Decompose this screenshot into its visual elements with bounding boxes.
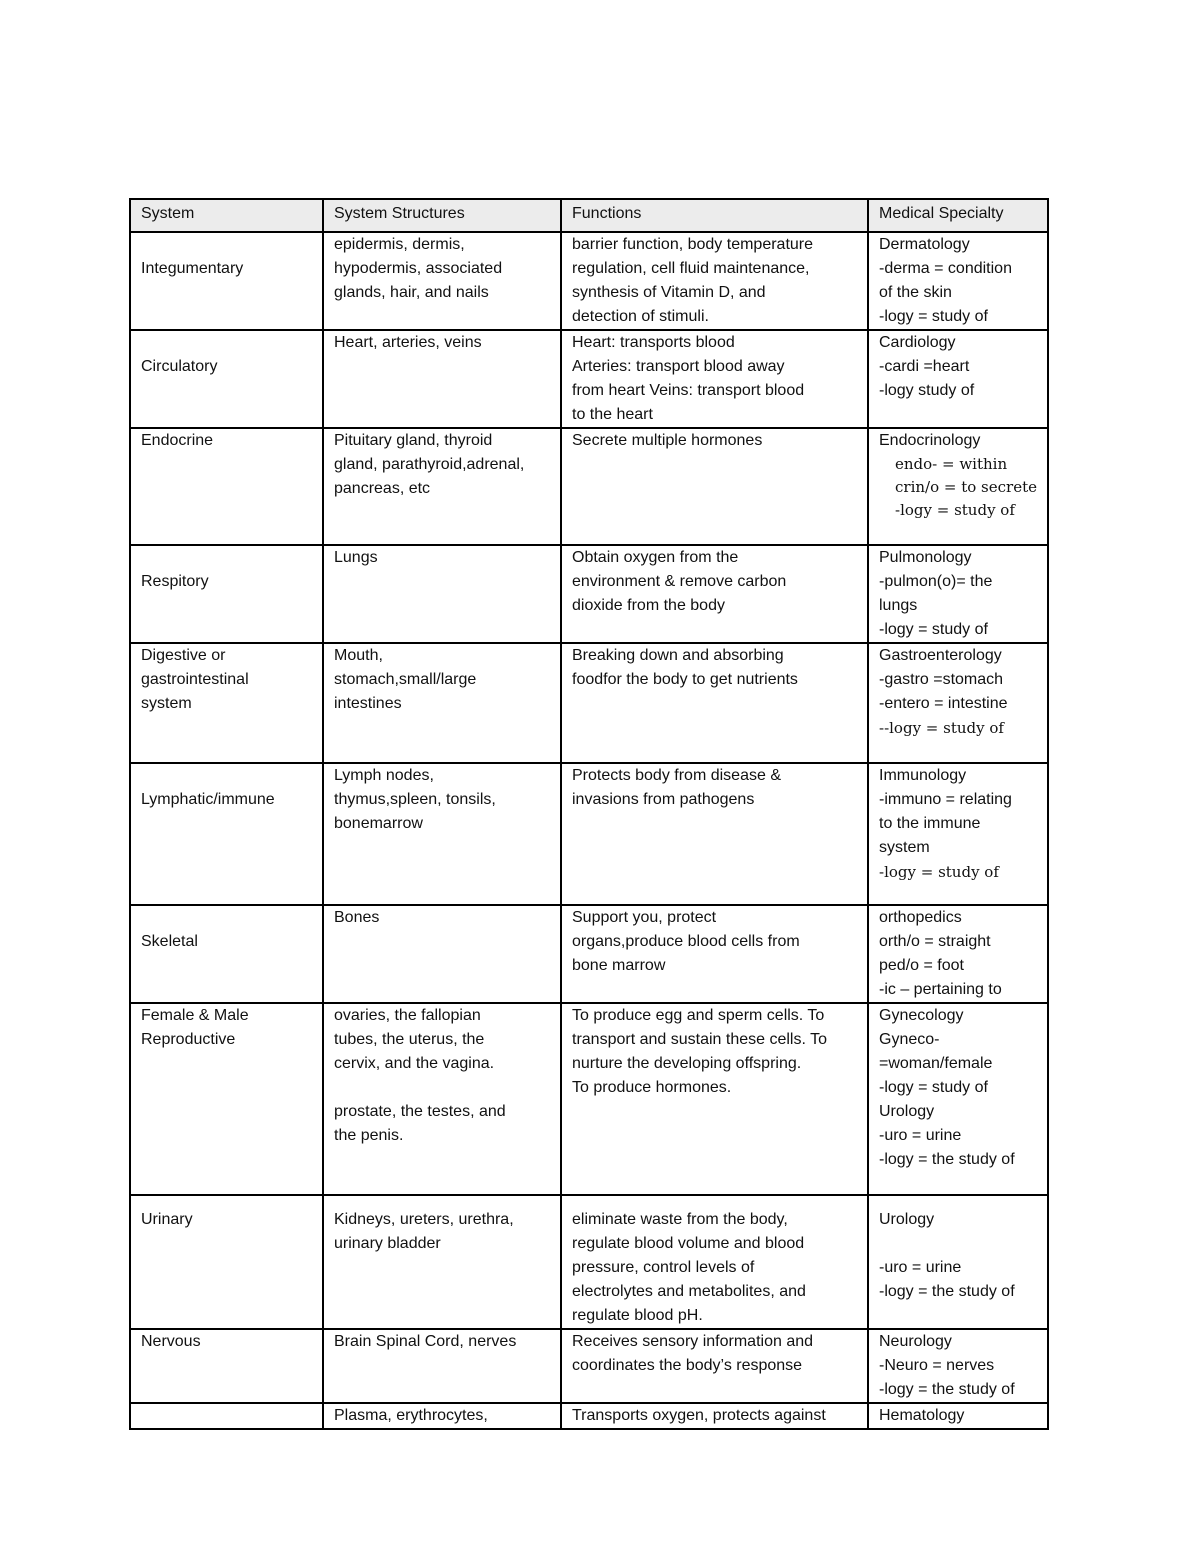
table-row xyxy=(130,1329,1048,1403)
structures-cell xyxy=(323,1195,561,1329)
specialty-cell xyxy=(868,1403,1048,1429)
structures-line: stomach,small/large xyxy=(334,671,477,688)
specialty-line: Gyneco- xyxy=(879,1031,940,1048)
specialty-cell xyxy=(868,330,1048,428)
specialty-line: lungs xyxy=(879,597,918,614)
system-name: Respitory xyxy=(141,573,209,590)
system-cell xyxy=(130,1403,323,1429)
specialty-line: ped/o = foot xyxy=(879,957,964,974)
structures-cell xyxy=(323,1003,561,1195)
functions-line: Breaking down and absorbing xyxy=(572,647,784,664)
body-systems-table xyxy=(129,198,1049,1430)
specialty-line: Urology xyxy=(879,1103,935,1120)
functions-line: Support you, protect xyxy=(572,909,717,926)
specialty-line: -derma = condition xyxy=(879,260,1012,277)
system-name: Nervous xyxy=(141,1333,201,1350)
system-name: Reproductive xyxy=(141,1031,236,1048)
system-cell xyxy=(130,330,323,428)
functions-line: Obtain oxygen from the xyxy=(572,549,739,566)
system-name: system xyxy=(141,695,192,712)
system-name: Endocrine xyxy=(141,432,214,449)
structures-line: Plasma, erythrocytes, xyxy=(334,1407,488,1424)
specialty-line: -logy = the study of xyxy=(879,1381,1015,1398)
specialty-line: Urology xyxy=(879,1211,935,1228)
functions-line: To produce egg and sperm cells. To xyxy=(572,1007,825,1024)
structures-line: Pituitary gland, thyroid xyxy=(334,432,493,449)
functions-cell xyxy=(561,1329,868,1403)
specialty-line: -uro = urine xyxy=(879,1259,962,1276)
structures-line: Mouth, xyxy=(334,647,383,664)
structures-line: hypodermis, associated xyxy=(334,260,503,277)
specialty-line: -logy study of xyxy=(879,382,975,399)
functions-line: dioxide from the body xyxy=(572,597,725,614)
specialty-line: of the skin xyxy=(879,284,952,301)
functions-cell xyxy=(561,1003,868,1195)
functions-line: barrier function, body temperature xyxy=(572,236,814,253)
structures-cell xyxy=(323,232,561,330)
system-cell xyxy=(130,232,323,330)
structures-cell xyxy=(323,643,561,763)
functions-line: electrolytes and metabolites, and xyxy=(572,1283,806,1300)
functions-cell xyxy=(561,428,868,545)
specialty-line: =woman/female xyxy=(879,1055,993,1072)
specialty-line: -logy = study of xyxy=(879,621,988,638)
specialty-line: Immunology xyxy=(879,767,967,784)
specialty-line: -cardi =heart xyxy=(879,358,970,375)
table-row xyxy=(130,1195,1048,1329)
functions-line: invasions from pathogens xyxy=(572,791,755,808)
specialty-line: Cardiology xyxy=(879,334,956,351)
specialty-line: --logy = study of xyxy=(879,719,1004,737)
table-row xyxy=(130,232,1048,330)
functions-line: Arteries: transport blood away xyxy=(572,358,785,375)
structures-line: ovaries, the fallopian xyxy=(334,1007,481,1024)
specialty-line: system xyxy=(879,839,930,856)
system-cell xyxy=(130,1329,323,1403)
specialty-line: -logy = study of xyxy=(895,501,1015,519)
structures-line: thymus,spleen, tonsils, xyxy=(334,791,496,808)
table-row xyxy=(130,428,1048,545)
structures-cell xyxy=(323,905,561,1003)
specialty-line: Endocrinology xyxy=(879,432,981,449)
functions-line: Secrete multiple hormones xyxy=(572,432,763,449)
functions-line: regulate blood pH. xyxy=(572,1307,703,1324)
table-row xyxy=(130,763,1048,905)
system-cell xyxy=(130,1195,323,1329)
functions-line: from heart Veins: transport blood xyxy=(572,382,805,399)
specialty-line: -entero = intestine xyxy=(879,695,1008,712)
specialty-line: -logy = study of xyxy=(879,1079,988,1096)
functions-line: synthesis of Vitamin D, and xyxy=(572,284,766,301)
system-cell xyxy=(130,643,323,763)
structures-line: urinary bladder xyxy=(334,1235,441,1252)
functions-line: Protects body from disease & xyxy=(572,767,781,784)
functions-cell xyxy=(561,643,868,763)
specialty-line: -immuno = relating xyxy=(879,791,1012,808)
functions-line: pressure, control levels of xyxy=(572,1259,755,1276)
structures-line: Brain Spinal Cord, nerves xyxy=(334,1333,517,1350)
specialty-cell xyxy=(868,1003,1048,1195)
specialty-line: -pulmon(o)= the xyxy=(879,573,993,590)
system-cell xyxy=(130,763,323,905)
functions-cell xyxy=(561,905,868,1003)
structures-line: tubes, the uterus, the xyxy=(334,1031,485,1048)
specialty-cell xyxy=(868,428,1048,545)
functions-line: organs,produce blood cells from xyxy=(572,933,800,950)
structures-cell xyxy=(323,1403,561,1429)
specialty-line: -logy = the study of xyxy=(879,1151,1015,1168)
table-row xyxy=(130,905,1048,1003)
specialty-line: orthopedics xyxy=(879,909,962,926)
structures-line: epidermis, dermis, xyxy=(334,236,465,253)
header-system: System xyxy=(130,199,323,232)
structures-line: Lymph nodes, xyxy=(334,767,434,784)
specialty-line: -logy = study of xyxy=(879,308,988,325)
specialty-line: Dermatology xyxy=(879,236,970,253)
table-row xyxy=(130,330,1048,428)
specialty-cell xyxy=(868,545,1048,643)
table-row xyxy=(130,545,1048,643)
specialty-line: -Neuro = nerves xyxy=(879,1357,995,1374)
header-specialty: Medical Specialty xyxy=(868,199,1048,232)
structures-cell xyxy=(323,545,561,643)
functions-line: Receives sensory information and xyxy=(572,1333,814,1350)
system-name: Digestive or xyxy=(141,647,226,664)
functions-cell xyxy=(561,330,868,428)
functions-line: foodfor the body to get nutrients xyxy=(572,671,798,688)
functions-line: eliminate waste from the body, xyxy=(572,1211,788,1228)
functions-line: nurture the developing offspring. xyxy=(572,1055,802,1072)
system-name: Circulatory xyxy=(141,358,218,375)
functions-cell xyxy=(561,763,868,905)
structures-line: glands, hair, and nails xyxy=(334,284,489,301)
specialty-line: endo- = within xyxy=(895,455,1008,473)
table-row xyxy=(130,643,1048,763)
specialty-line: -logy = study of xyxy=(879,863,999,881)
functions-line: environment & remove carbon xyxy=(572,573,787,590)
header-structures: System Structures xyxy=(323,199,561,232)
system-cell xyxy=(130,1003,323,1195)
specialty-cell xyxy=(868,763,1048,905)
structures-line: bonemarrow xyxy=(334,815,423,832)
functions-line: transport and sustain these cells. To xyxy=(572,1031,827,1048)
specialty-spacer xyxy=(879,1232,1041,1256)
structures-line: the penis. xyxy=(334,1127,404,1144)
structures-cell xyxy=(323,428,561,545)
functions-line: regulate blood volume and blood xyxy=(572,1235,805,1252)
system-cell xyxy=(130,545,323,643)
structures-cell xyxy=(323,763,561,905)
system-name: Integumentary xyxy=(141,260,244,277)
system-name: Female & Male xyxy=(141,1007,249,1024)
specialty-line: to the immune xyxy=(879,815,981,832)
specialty-cell xyxy=(868,1329,1048,1403)
structures-spacer xyxy=(334,1076,554,1100)
structures-line: Lungs xyxy=(334,549,378,566)
specialty-line: Pulmonology xyxy=(879,549,972,566)
specialty-line: orth/o = straight xyxy=(879,933,991,950)
specialty-line: Gastroenterology xyxy=(879,647,1002,664)
structures-line: gland, parathyroid,adrenal, xyxy=(334,456,525,473)
functions-cell xyxy=(561,545,868,643)
system-cell xyxy=(130,905,323,1003)
structures-line: intestines xyxy=(334,695,402,712)
functions-cell xyxy=(561,1403,868,1429)
functions-line: To produce hormones. xyxy=(572,1079,732,1096)
system-cell xyxy=(130,428,323,545)
structures-line: cervix, and the vagina. xyxy=(334,1055,495,1072)
specialty-cell xyxy=(868,643,1048,763)
functions-line: Heart: transports blood xyxy=(572,334,735,351)
specialty-line: -logy = the study of xyxy=(879,1283,1015,1300)
header-row xyxy=(130,199,1048,232)
functions-line: bone marrow xyxy=(572,957,666,974)
specialty-line: Hematology xyxy=(879,1407,965,1424)
system-name: Urinary xyxy=(141,1211,193,1228)
specialty-cell xyxy=(868,1195,1048,1329)
structures-line: Kidneys, ureters, urethra, xyxy=(334,1211,514,1228)
structures-line: Heart, arteries, veins xyxy=(334,334,482,351)
specialty-line: Gynecology xyxy=(879,1007,964,1024)
structures-line: prostate, the testes, and xyxy=(334,1103,506,1120)
structures-cell xyxy=(323,330,561,428)
functions-line: coordinates the body’s response xyxy=(572,1357,803,1374)
table-row xyxy=(130,1003,1048,1195)
system-name: Lymphatic/immune xyxy=(141,791,275,808)
functions-line: detection of stimuli. xyxy=(572,308,709,325)
specialty-line: -uro = urine xyxy=(879,1127,962,1144)
specialty-line: -ic – pertaining to xyxy=(879,981,1002,998)
functions-cell xyxy=(561,1195,868,1329)
structures-line: pancreas, etc xyxy=(334,480,431,497)
system-name: gastrointestinal xyxy=(141,671,249,688)
specialty-line: Neurology xyxy=(879,1333,952,1350)
functions-line: regulation, cell fluid maintenance, xyxy=(572,260,810,277)
specialty-cell xyxy=(868,232,1048,330)
functions-line: Transports oxygen, protects against xyxy=(572,1407,826,1424)
system-name: Skeletal xyxy=(141,933,198,950)
header-functions: Functions xyxy=(561,199,868,232)
table-row xyxy=(130,1403,1048,1429)
functions-cell xyxy=(561,232,868,330)
structures-line: Bones xyxy=(334,909,380,926)
specialty-cell xyxy=(868,905,1048,1003)
specialty-line: crin/o = to secrete xyxy=(895,478,1037,496)
functions-line: to the heart xyxy=(572,406,653,423)
structures-cell xyxy=(323,1329,561,1403)
specialty-line: -gastro =stomach xyxy=(879,671,1004,688)
